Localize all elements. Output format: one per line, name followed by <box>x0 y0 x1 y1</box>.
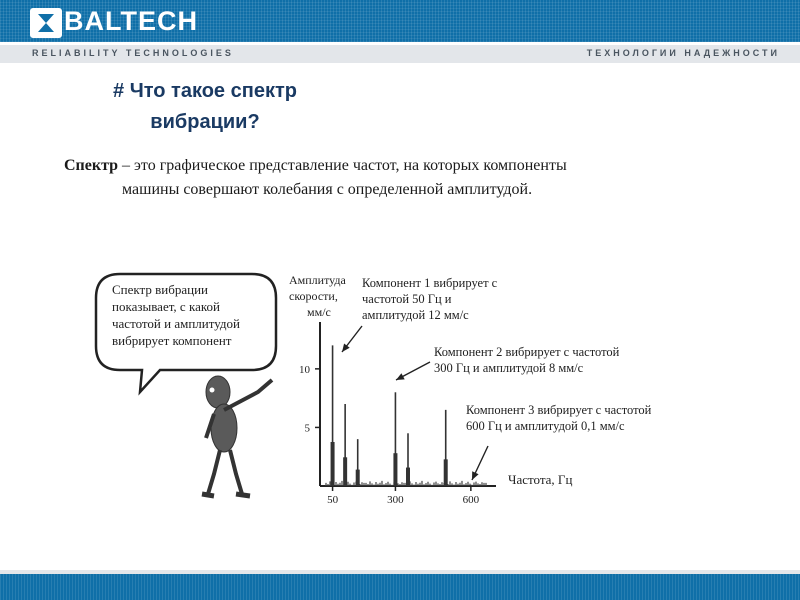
intro-definition-line2: машины совершают колебания с определенной амплитудой. <box>122 181 533 198</box>
slide-title-line2: вибрации? <box>150 111 260 133</box>
spectrum-peak-base <box>393 453 397 486</box>
intro-definition: – это графическое представление частот, на которых компоненты <box>118 157 567 174</box>
x-tick-label: 300 <box>387 494 404 506</box>
x-tick-label: 50 <box>327 494 339 506</box>
bubble-text-line: вибрирует компонент <box>112 333 232 348</box>
annotation-2 <box>396 345 620 380</box>
arrowhead-icon <box>342 344 350 353</box>
y-tick-label: 10 <box>299 363 310 376</box>
annotation-line: 300 Гц и амплитудой 8 мм/с <box>434 361 584 375</box>
annotation-line: Компонент 2 вибрирует с частотой <box>434 345 620 359</box>
brand-name: BALTECH <box>64 6 198 36</box>
spectrum-peak-base <box>406 468 410 486</box>
x-axis-label: Частота, Гц <box>508 472 573 487</box>
y-axis-label: Амплитуда <box>289 273 346 287</box>
y-tick-label: 5 <box>304 422 310 435</box>
intro-term: Спектр <box>64 157 119 174</box>
x-tick-label: 600 <box>462 494 480 506</box>
annotation-line: частотой 50 Гц и <box>362 292 452 306</box>
y-axis-label: скорости, <box>289 289 338 303</box>
annotation-line: амплитудой 12 мм/с <box>362 308 469 322</box>
spectrum-peak-base <box>331 442 335 486</box>
annotation-line: 600 Гц и амплитудой 0,1 мм/с <box>466 419 625 433</box>
annotation-line: Компонент 3 вибрирует с частотой <box>466 403 652 417</box>
spectrum-peak-base <box>356 470 360 486</box>
bubble-text-line: частотой и амплитудой <box>112 316 241 331</box>
annotation-1 <box>342 276 498 352</box>
y-axis-label: мм/с <box>307 305 331 319</box>
header-tagline-left: RELIABILITY TECHNOLOGIES <box>32 48 234 58</box>
annotation-line: Компонент 1 вибрирует с <box>362 276 498 290</box>
annotation-3 <box>466 403 652 480</box>
stick-figure-icon <box>202 376 272 496</box>
slide-title-line1: # Что такое спектр <box>113 80 297 102</box>
footer-banner <box>0 574 800 600</box>
bubble-text-line: показывает, с какой <box>112 299 220 314</box>
bubble-text-line: Спектр вибрации <box>112 282 208 297</box>
header-tagline-right: ТЕХНОЛОГИИ НАДЕЖНОСТИ <box>586 48 780 58</box>
spectrum-peak-base <box>444 459 448 486</box>
spectrum-peak-base <box>343 457 347 486</box>
